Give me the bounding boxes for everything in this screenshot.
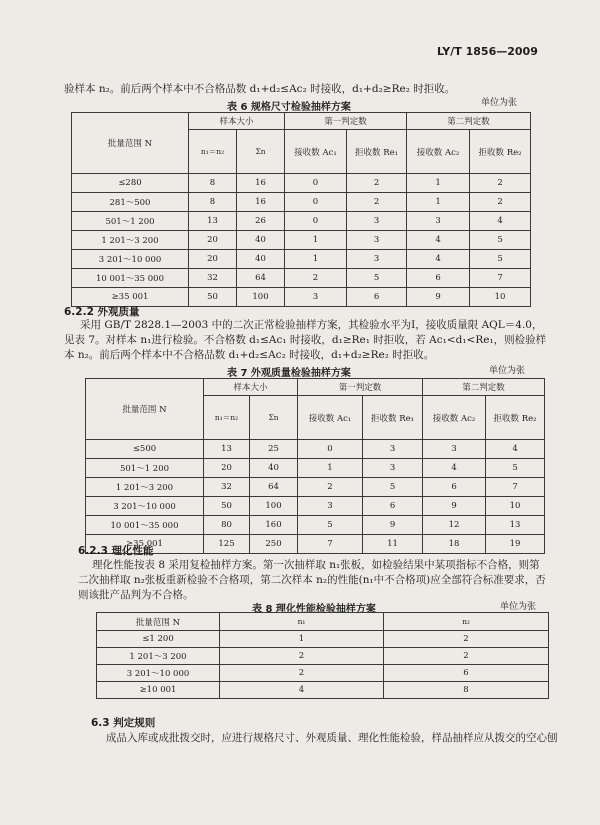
table6-header-first: 第一判定数 [285,113,407,130]
table-cell: 1 [285,231,347,250]
table-cell: ≥35 001 [72,288,189,307]
table-row [86,497,545,516]
table-cell: 16 [237,174,285,193]
table-cell: 40 [237,250,285,269]
table7-header-n: n₁＝n₂ [204,396,250,440]
table7-header-ac1: 接收数 Ac₁ [298,396,363,440]
table-row [86,459,545,478]
table-cell: 5 [298,516,363,535]
table-cell: 3 [363,440,423,459]
paragraph-line: 采用 GB/T 2828.1—2003 中的二次正常检验抽样方案，其检验水平为Ⅰ，接收质量限 AQL＝4.0， [80,319,543,331]
section-heading-6-2-3: 6.2.3 理化性能 [78,545,154,557]
table6-header-ac2: 接收数 Ac₂ [407,130,470,174]
table-cell: 18 [423,535,486,554]
table-cell: 2 [384,631,549,648]
table-row [72,174,531,193]
table8-header-batch: 批量范围 N [97,613,220,631]
table-cell: 11 [363,535,423,554]
standard-number: LY/T 1856—2009 [437,45,538,58]
table-cell: 6 [363,497,423,516]
table-cell: 1 [285,250,347,269]
table-cell: 80 [204,516,250,535]
table6-header-batch: 批量范围 N [72,113,189,174]
table6-title: 表 6 规格尺寸检验抽样方案 [227,102,351,113]
table-cell: 281～500 [72,193,189,212]
table-cell: 3 201～10 000 [72,250,189,269]
table-row [97,682,549,699]
table7-header-second: 第二判定数 [423,379,545,396]
table-cell: 4 [220,682,384,699]
table-cell: 3 [363,459,423,478]
table-cell: 3 201～10 000 [97,665,220,682]
table-cell: 2 [285,269,347,288]
table-cell: 6 [407,269,470,288]
table6-header-n: n₁＝n₂ [189,130,237,174]
table-cell: 9 [407,288,470,307]
table-cell: 16 [237,193,285,212]
table-cell: 0 [298,440,363,459]
table-cell: 1 201～3 200 [86,478,204,497]
table8-unit: 单位为张 [500,602,537,612]
table-cell: 12 [423,516,486,535]
table-cell: 0 [285,212,347,231]
table6-header-sum: Σn [237,130,285,174]
table-cell: ≥10 001 [97,682,220,699]
paragraph-line: 成品入库或成批拨交时，应进行规格尺寸、外观质量、理化性能检验，样品抽样应从拨交的空心刨 [106,732,558,744]
table-cell: ≤280 [72,174,189,193]
table7-unit: 单位为张 [489,366,526,376]
paragraph-line: 则该批产品判为不合格。 [78,589,194,601]
intro-line: 验样本 n₂。前后两个样本中不合格品数 d₁+d₂≤Ac₂ 时接收，d₁+d₂≥Re₂ 时拒收。 [64,83,456,95]
table-cell: 1 [407,174,470,193]
table-cell: 13 [189,212,237,231]
table-cell: 5 [470,231,531,250]
table-cell: 1 201～3 200 [72,231,189,250]
table-cell: 6 [423,478,486,497]
table-row [86,478,545,497]
table7-header-ac2: 接收数 Ac₂ [423,396,486,440]
paragraph-line: 本 n₂。前后两个样本中不合格品数 d₁+d₂≤Ac₂ 时接收，d₁+d₂≥Re₂ 时拒收。 [64,349,435,361]
table-row [72,269,531,288]
table6-header-re2: 拒收数 Re₂ [470,130,531,174]
table-cell: 1 [407,193,470,212]
table-cell: 501～1 200 [72,212,189,231]
table-cell: 26 [237,212,285,231]
table-cell: 32 [189,269,237,288]
table-cell: 5 [347,269,407,288]
table7-header-re1: 拒收数 Re₁ [363,396,423,440]
table-cell: 7 [298,535,363,554]
table-cell: 7 [486,478,545,497]
table7 [85,378,545,554]
table-cell: 4 [423,459,486,478]
table-cell: 13 [204,440,250,459]
table-cell: 2 [298,478,363,497]
table-cell: ≤1 200 [97,631,220,648]
table-cell: 4 [407,231,470,250]
table-cell: 2 [220,648,384,665]
table7-title: 表 7 外观质量检验抽样方案 [227,368,351,379]
table-row [97,648,549,665]
section-heading-6-3: 6.3 判定规则 [91,717,156,729]
table-cell: 3 [407,212,470,231]
table-cell: 2 [384,648,549,665]
table-cell: 5 [486,459,545,478]
paragraph-line: 理化性能按表 8 采用复检抽样方案。第一次抽样取 n₁张板，如检验结果中某项指标不合格，则第 [92,559,540,571]
table-row [86,516,545,535]
table-cell: 64 [250,478,298,497]
table-cell: 10 001～35 000 [86,516,204,535]
table6-unit: 单位为张 [481,98,518,108]
table-cell: 8 [189,174,237,193]
table-cell: 3 [423,440,486,459]
table-cell: 19 [486,535,545,554]
table-cell: 2 [470,193,531,212]
table-cell: ≥35 001 [86,535,204,554]
table-cell: 7 [470,269,531,288]
table-cell: 2 [470,174,531,193]
table-cell: 25 [250,440,298,459]
table-cell: 1 [298,459,363,478]
table-cell: 100 [237,288,285,307]
table-cell: 2 [347,174,407,193]
table-cell: 3 201～10 000 [86,497,204,516]
table-cell: 9 [363,516,423,535]
table-cell: 125 [204,535,250,554]
table-cell: 3 [347,212,407,231]
table8-title: 表 8 理化性能检验抽样方案 [252,604,376,615]
table7-header-re2: 拒收数 Re₂ [486,396,545,440]
table-row [72,250,531,269]
table-cell: 40 [250,459,298,478]
table-row [97,665,549,682]
paragraph-line: 见表 7。对样本 n₁进行检验。不合格数 d₁≤Ac₁ 时接收，d₁≥Re₁ 时拒收，若 Ac₁<d₁<Re₁，则检验样 [64,334,547,346]
table-cell: 100 [250,497,298,516]
table8 [96,612,549,699]
table-cell: 20 [204,459,250,478]
table-cell: 50 [189,288,237,307]
table-cell: 6 [384,665,549,682]
table-row [72,212,531,231]
table-row [86,440,545,459]
table-cell: 3 [285,288,347,307]
table-cell: 4 [470,212,531,231]
table-cell: 2 [220,665,384,682]
table7-header-batch: 批量范围 N [86,379,204,440]
table-cell: 4 [486,440,545,459]
table-cell: 10 [470,288,531,307]
section-heading-6-2-2: 6.2.2 外观质量 [64,306,140,318]
table6-header-sample: 样本大小 [189,113,285,130]
table-cell: 8 [189,193,237,212]
table-cell: 32 [204,478,250,497]
table-row [72,231,531,250]
table7-header-sample: 样本大小 [204,379,298,396]
table-cell: 13 [486,516,545,535]
table-cell: 50 [204,497,250,516]
table-cell: 4 [407,250,470,269]
table-cell: 160 [250,516,298,535]
table-cell: 0 [285,174,347,193]
table-row [72,288,531,307]
table-cell: 250 [250,535,298,554]
table7-header-first: 第一判定数 [298,379,423,396]
table-row [97,631,549,648]
table-cell: 5 [363,478,423,497]
table-cell: 9 [423,497,486,516]
table-cell: 20 [189,231,237,250]
table-cell: 1 [220,631,384,648]
table8-header-n1: n₁ [220,613,384,631]
table8-header-n2: n₂ [384,613,549,631]
table-cell: 3 [298,497,363,516]
table-cell: 10 [486,497,545,516]
table-cell: 64 [237,269,285,288]
paragraph-line: 二次抽样取 n₂张板重新检验不合格项，第二次样本 n₂的性能(n₁中不合格项)应全部符合标准要求，否 [78,574,546,586]
table-cell: 2 [347,193,407,212]
table-cell: 0 [285,193,347,212]
table6-header-ac1: 接收数 Ac₁ [285,130,347,174]
table-row [86,535,545,554]
table-cell: 8 [384,682,549,699]
table-cell: 1 201～3 200 [97,648,220,665]
table-cell: 3 [347,250,407,269]
table-cell: 3 [347,231,407,250]
table-cell: 40 [237,231,285,250]
table-cell: 20 [189,250,237,269]
table-row [72,193,531,212]
table6 [71,112,531,307]
table6-header-re1: 拒收数 Re₁ [347,130,407,174]
table-cell: 5 [470,250,531,269]
table6-header-second: 第二判定数 [407,113,531,130]
table-cell: 10 001～35 000 [72,269,189,288]
table-cell: ≤500 [86,440,204,459]
table-cell: 501～1 200 [86,459,204,478]
table7-header-sum: Σn [250,396,298,440]
table-cell: 6 [347,288,407,307]
